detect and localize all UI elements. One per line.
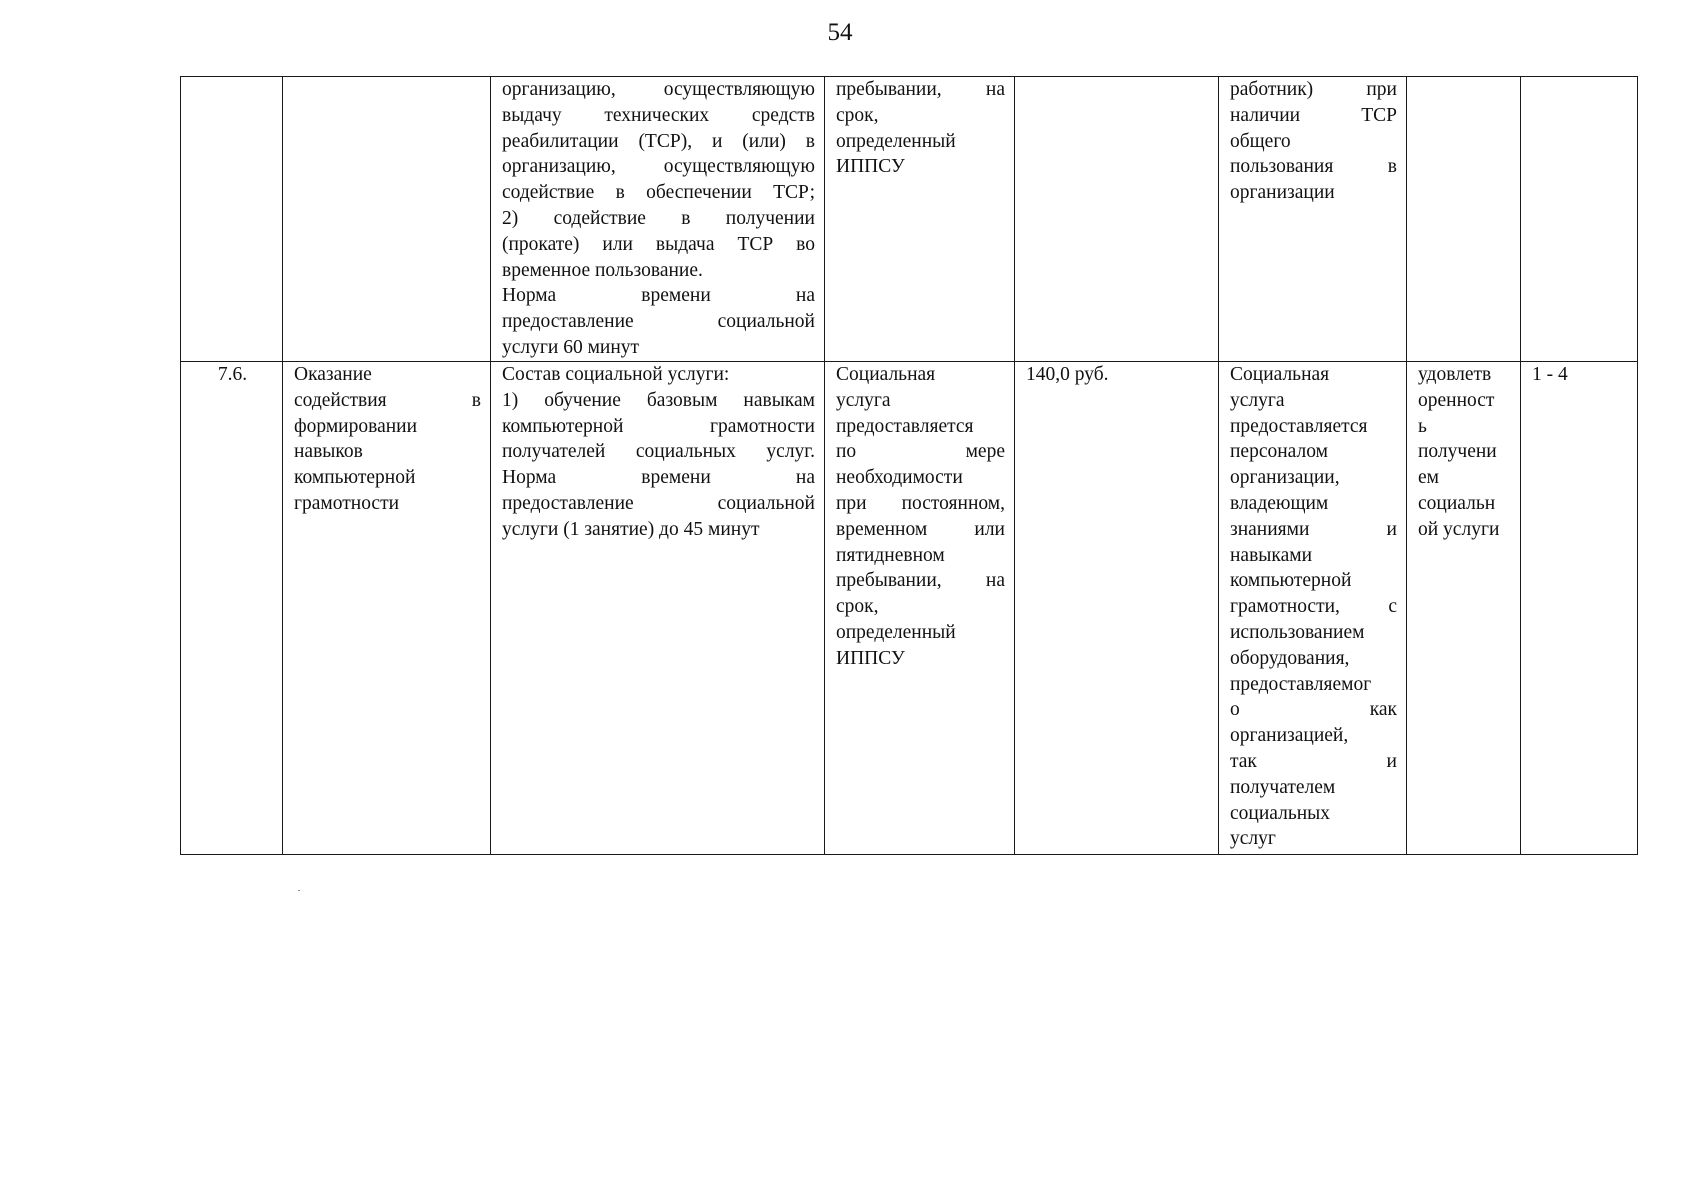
cell-service-name: Оказание содействия в формировании навыков компьютерной грамотности (283, 362, 491, 855)
cell-conditions: пребывании, на срок, определенный ИППСУ (825, 77, 1015, 362)
page-number: 54 (827, 19, 853, 46)
cell-quality: удовлетв оренност ь получени ем социальн ой услуги (1407, 362, 1521, 855)
cell-evaluation (1521, 77, 1638, 362)
cell-number: 7.6. (181, 362, 283, 855)
table-row (181, 362, 1638, 855)
cell-conditions: Социальная услуга предоставляется по мере необходимости при постоянном, временном или пятидневном пребывании, на срок, определенный ИППСУ (825, 362, 1015, 855)
scan-speck (298, 890, 300, 891)
services-table (180, 76, 1638, 855)
cell-quality (1407, 77, 1521, 362)
cell-provider: работник) при наличии ТСР общего пользования в организации (1219, 77, 1407, 362)
cell-tariff: 140,0 руб. (1015, 362, 1219, 855)
cell-number (181, 77, 283, 362)
cell-evaluation: 1 - 4 (1521, 362, 1638, 855)
table-row (181, 77, 1638, 362)
cell-tariff (1015, 77, 1219, 362)
cell-service-content: Состав социальной услуги: 1) обучение базовым навыкам компьютерной грамотности получателей социальных услуг. Норма времени на предоставление социальной услуги (1 занятие) до 45 минут (491, 362, 825, 855)
cell-provider: Социальная услуга предоставляется персоналом организации, владеющим знаниями и навыками компьютерной грамотности, с использованием оборудования, предоставляемог о как организацией, так и получателем социальных услуг (1219, 362, 1407, 855)
cell-service-name (283, 77, 491, 362)
cell-service-content: организацию, осуществляющую выдачу технических средств реабилитации (ТСР), и (или) в организацию, осуществляющую содействие в обеспечении ТСР; 2) содействие в получении (прокате) или выдача ТСР во временное пользование. Норма времени на предоставление социальной услуги 60 минут (491, 77, 825, 362)
